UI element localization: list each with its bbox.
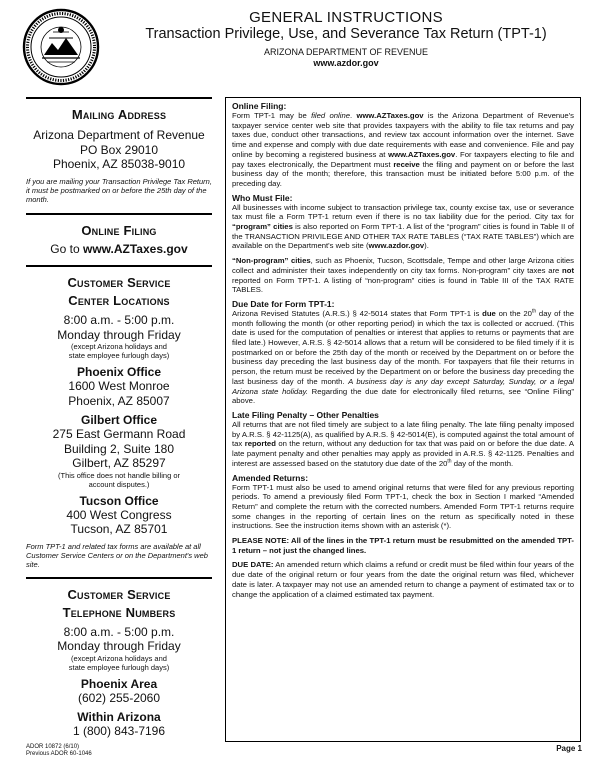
mailing-line-3: Phoenix, AZ 85038-9010 (52, 157, 186, 171)
tucson-office-line-1: 400 West Congress (66, 507, 172, 522)
online-filing-heading: Online Filing (81, 222, 157, 238)
phoenix-area-label: Phoenix Area (80, 676, 158, 691)
text-run: th (531, 308, 537, 315)
text-run: A business day is any day except Saturday, Sunday, or a legal Arizona state holiday. (232, 376, 574, 396)
online-filing-section-heading: Online Filing: (232, 101, 287, 111)
service-exception-2: state employee furlough days) (68, 351, 170, 360)
text-run: the filing and payment on or before the last business day of the month; therefore, this transaction must be initiated before 5:00 p.m. of the preceding day. (232, 159, 575, 188)
phone-days: Monday through Friday (57, 639, 181, 653)
form-footer (26, 744, 92, 758)
text-run: reported on Form TPT-1. A listing of “non-program” cities is found in Table III of the TAX RATE TABLES. (232, 275, 574, 295)
text-run: An amended return which claims a refund or credit must be filed within four years of the due date of the original return or four years from the date the original return was filed, whichever date is later. A taxpayer may not use an amended return to change a payment of estimated tax or to change the application of a claimed estimated tax payment. (232, 560, 574, 599)
text-run: . (350, 111, 357, 120)
divider (26, 577, 212, 579)
page-header (100, 9, 592, 69)
online-filing-line (26, 242, 212, 257)
text-run: due (482, 308, 496, 318)
mailing-line-1: Arizona Department of Revenue (33, 128, 205, 142)
forms-availability-note: Form TPT-1 and related tax forms are available at all Customer Service Centers or on the Department's web site. (26, 541, 208, 569)
divider (26, 213, 212, 215)
text-run: on the 20 (495, 308, 532, 318)
gilbert-office-note-1: (This office does not handle billing or (57, 470, 181, 480)
mailing-line-2: PO Box 29010 (79, 142, 159, 157)
text-run: All returns that are not filed timely are subject to a late filing penalty. The late filing penalty imposed by A.R.S. § 42-1125(A), as qualified by A.R.S. § 42-5014(E), is computed against the total amount of tax (232, 419, 574, 449)
online-filing-prefix: Go to (50, 241, 83, 256)
text-run: th (447, 458, 452, 465)
phone-exception-1: (except Arizona holidays and (71, 653, 167, 663)
service-exception-1: (except Arizona holidays and (71, 342, 167, 351)
arizona-seal-icon (22, 8, 100, 86)
text-run: PLEASE NOTE: All of the lines in the TPT-1 return must be resubmitted on the amended TPT-1 return – not just the changed lines. (232, 536, 574, 555)
amended-returns-heading: Amended Returns: (232, 472, 309, 483)
mailing-address-heading: Mailing Address (71, 107, 167, 122)
within-arizona-label: Within Arizona (77, 710, 161, 724)
text-run: on the return, without any deduction for tax that was paid on or before the due date. A late payment penalty and other penalties may apply as provided in A.R.S. § 42-1125. Penalties and interest are assessed based on the statutory due date of the 20 (232, 439, 574, 468)
service-days: Monday through Friday (57, 327, 181, 342)
phone-heading-1: Customer Service (67, 586, 171, 602)
due-date-heading: Due Date for Form TPT-1: (232, 298, 335, 309)
phone-heading-2: Telephone Numbers (62, 604, 176, 620)
who-must-file-paragraph-2 (232, 256, 574, 295)
text-run: . For taxpayers electing to file and pay taxes electronically, the Department must (232, 149, 574, 169)
divider (26, 265, 212, 267)
gilbert-office-name: Gilbert Office (80, 413, 157, 427)
gilbert-office-line-2: Building 2, Suite 180 (63, 441, 175, 456)
text-run: is also reported on Form TPT-1. A list of the “program” cities is found in Table II of the TRANSACTION PRIVILEGE AND OTHER TAX RATE TABLES (“TAX RATE TABLES”) which are available on the Department's web site ( (232, 222, 574, 251)
azdor-link[interactable]: www.azdor.gov (368, 241, 425, 251)
tucson-office-line-2: Tucson, AZ 85701 (70, 522, 168, 536)
gilbert-office-line-3: Gilbert, AZ 85297 (72, 456, 166, 470)
mailing-note: If you are mailing your Transaction Privilege Tax Return, it must be postmarked on or before the 25th day of the month. (26, 176, 212, 204)
instructions-box (225, 97, 581, 742)
text-run: DUE DATE: (232, 560, 274, 570)
text-run: day of the month following the month (or other reporting period) in which the tax is collected or accrued. (This date is used for the computation of penalties or interest that applies to returns or payments that are filed late.) However, A.R.S. § 42-5014 allows that a return will be considered to be filed timely if it is postmarked on or before the 25th day of the month or received by the Department on or before the business day preceding the last business day of the month. For taxpayers that file their returns in person, the return must be received by the Department on or before the business day preceding the last business day of the month. (232, 308, 574, 386)
service-centers-heading-1: Customer Service (67, 275, 171, 290)
gilbert-office-note-2: account disputes.) (88, 479, 150, 489)
who-must-file-paragraph-1 (232, 203, 574, 252)
text-run: , such as Phoenix, Tucson, Scottsdale, Tempe and other large Arizona cities collect and administer their taxes independently on city tax forms. Non-program” city taxes are (232, 256, 574, 275)
late-filing-paragraph (232, 420, 574, 469)
who-must-file-heading: Who Must File: (232, 192, 293, 203)
phoenix-office-line-2: Phoenix, AZ 85007 (68, 393, 170, 408)
text-run: receive (393, 159, 420, 169)
previous-form-id: Previous ADOR 60-1046 (26, 751, 92, 757)
service-centers-heading-2: Center Locations (68, 293, 170, 308)
aztaxes-link[interactable]: www.AZTaxes.gov (388, 149, 456, 159)
text-run: reported (244, 439, 276, 449)
text-run: All businesses with income subject to transaction privilege tax, county excise tax, use or severance tax must file a Form TPT-1 return even if there is no tax liability due for the period. City tax for (232, 202, 574, 222)
aztaxes-link[interactable]: www.AZTaxes.gov (82, 241, 188, 256)
phone-hours: 8:00 a.m. - 5:00 p.m. (63, 624, 175, 639)
phoenix-office-name: Phoenix Office (76, 365, 162, 379)
aztaxes-link[interactable]: www.AZTaxes.gov (356, 111, 424, 120)
phoenix-office-line-1: 1600 West Monroe (68, 379, 170, 393)
text-run: filed online (311, 111, 351, 120)
page-title: GENERAL INSTRUCTIONS (249, 9, 443, 26)
text-run: Form TPT-1 may be (232, 111, 312, 120)
online-filing-paragraph (232, 111, 574, 189)
text-run: is the Arizona Department of Revenue's taxpayer service center web site that provides taxpayers with the ability to file tax returns and pay taxes due, conduct other transactions, and review tax account information over the internet. Save time and expense and comply with due date requirements with ease and convenience. File and pay online by becoming a registered business at (232, 111, 574, 159)
text-run: Regarding the due date for electronically filed returns, see “Online Filing” above. (232, 386, 574, 406)
text-run: not (562, 265, 574, 275)
department-website-link[interactable]: www.azdor.gov (313, 58, 379, 68)
service-hours: 8:00 a.m. - 5:00 p.m. (63, 313, 175, 327)
page-number: Page 1 (556, 744, 582, 753)
text-run: Arizona Revised Statutes (A.R.S.) § 42-5014 states that Form TPT-1 is (232, 308, 483, 318)
text-run: ). (424, 241, 429, 251)
department-name: ARIZONA DEPARTMENT OF REVENUE (263, 47, 429, 57)
phone-exception-2: state employee furlough days) (68, 662, 170, 672)
form-id: ADOR 10872 (6/10) (26, 744, 80, 750)
due-date-paragraph (232, 309, 574, 406)
amended-returns-paragraph: Form TPT-1 must also be used to amend original returns that were filed for any previous reporting periods. To amend a previously filed Form TPT-1, check the box in Section I marked “Amended Return” and complete the return with the corrected numbers. Amended Form TPT-1 returns require some changes in the reporting of certain lines on the return as specifically noted in these instructions. See the instruction items shown with an asterisk (*). (232, 482, 574, 531)
page-subtitle: Transaction Privilege, Use, and Severance Tax Return (TPT-1) (145, 26, 547, 42)
left-column (26, 97, 212, 739)
text-run: “program” cities (232, 222, 293, 232)
phoenix-area-number[interactable]: (602) 255-2060 (77, 690, 161, 705)
late-filing-heading: Late Filing Penalty – Other Penalties (232, 409, 379, 420)
divider (26, 97, 212, 99)
text-run: day of the month. (451, 458, 514, 468)
within-arizona-number[interactable]: 1 (800) 843-7196 (72, 724, 166, 738)
text-run: “Non-program” cities (232, 256, 311, 266)
tucson-office-name: Tucson Office (79, 493, 159, 508)
gilbert-office-line-1: 275 East Germann Road (52, 427, 186, 441)
amended-due-date (232, 560, 574, 599)
amended-please-note (232, 536, 574, 555)
